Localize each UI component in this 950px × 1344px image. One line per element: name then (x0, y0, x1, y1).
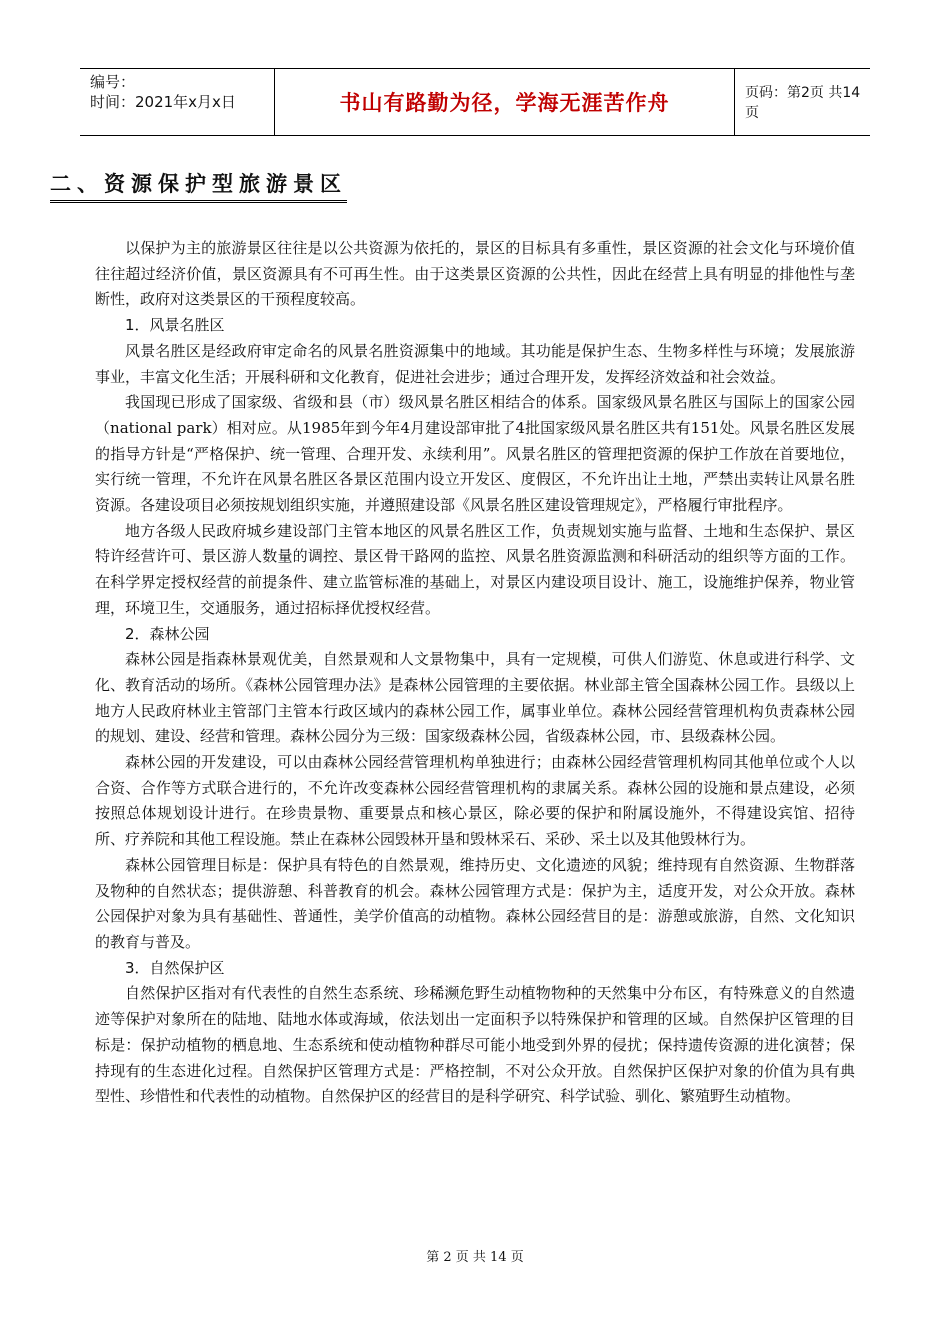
page-header (80, 68, 870, 136)
header-meta (80, 69, 275, 135)
section-title: 二、资源保护型旅游景区 (50, 168, 347, 203)
header-number: 编号： (90, 73, 136, 91)
paragraph: 森林公园是指森林景观优美，自然景观和人文景物集中，具有一定规模，可供人们游览、休息或进行科学、文化、教育活动的场所。《森林公园管理办法》是森林公园管理的主要依据。林业部主管全国森林公园工作。县级以上地方人民政府林业主管部门主管本行政区域内的森林公园工作，属事业单位。森林公园经营管理机构负责森林公园的规划、建设、经营和管理。森林公园分为三级：国家级森林公园，省级森林公园，市、县级森林公园。 (95, 650, 855, 746)
paragraph: 地方各级人民政府城乡建设部门主管本地区的风景名胜区工作，负责规划实施与监督、土地和生态保护、景区特许经营许可、景区游人数量的调控、景区骨干路网的监控、风景名胜资源监测和科研活动的组织等方面的工作。在科学界定授权经营的前提条件、建立监管标准的基础上，对景区内建设项目设计、施工，设施维护保养，物业管理，环境卫生，交通服务，通过招标择优授权经营。 (95, 521, 855, 617)
header-motto: 书山有路勤为径，学海无涯苦作舟 (339, 91, 670, 115)
subheading: 3．自然保护区 (125, 958, 225, 977)
subheading: 1．风景名胜区 (125, 316, 225, 335)
header-motto-cell (275, 69, 735, 135)
subheading: 2．森林公园 (125, 624, 210, 643)
paragraph: 风景名胜区是经政府审定命名的风景名胜资源集中的地域。其功能是保护生态、生物多样性与环境；发展旅游事业，丰富文化生活；开展科研和文化教育，促进社会进步；通过合理开发，发挥经济效益和社会效益。 (95, 341, 855, 386)
header-page-info: 页码：第2页 共14页 (745, 85, 861, 121)
paragraph: 自然保护区指对有代表性的自然生态系统、珍稀濒危野生动植物物种的天然集中分布区，有特殊意义的自然遗迹等保护对象所在的陆地、陆地水体或海域，依法划出一定面积予以特殊保护和管理的区域。自然保护区管理的目标是：保护动植物的栖息地、生态系统和使动植物种群尽可能小地受到外界的侵扰；保持遗传资源的进化演替；保持现有的生态进化过程。自然保护区管理方式是：严格控制，不对公众开放。自然保护区保护对象的价值为具有典型性、珍惜性和代表性的动植物。自然保护区的经营目的是科学研究、科学试验、驯化、繁殖野生动植物。 (95, 984, 855, 1106)
document-body (95, 236, 855, 1110)
paragraph: 以保护为主的旅游景区往往是以公共资源为依托的，景区的目标具有多重性，景区资源的社会文化与环境价值往往超过经济价值，景区资源具有不可再生性。由于这类景区资源的公共性，因此在经营上具有明显的排他性与垄断性，政府对这类景区的干预程度较高。 (95, 239, 855, 309)
header-time: 时间：2021年x月x日 (90, 93, 236, 111)
paragraph: 森林公园的开发建设，可以由森林公园经营管理机构单独进行；由森林公园经营管理机构同其他单位或个人以合资、合作等方式联合进行的，不允许改变森林公园经营管理机构的隶属关系。森林公园的设施和景点建设，必须按照总体规划设计进行。在珍贵景物、重要景点和核心景区，除必要的保护和附属设施外，不得建设宾馆、招待所、疗养院和其他工程设施。禁止在森林公园毁林开垦和毁林采石、采砂、采土以及其他毁林行为。 (95, 753, 855, 849)
paragraph: 森林公园管理目标是：保护具有特色的自然景观，维持历史、文化遗迹的风貌；维持现有自然资源、生物群落及物种的自然状态；提供游憩、科普教育的机会。森林公园管理方式是：保护为主，适度开发，对公众开放。森林公园保护对象为具有基础性、普通性，美学价值高的动植物。森林公园经营目的是：游憩或旅游，自然、文化知识的教育与普及。 (95, 855, 855, 951)
page-footer: 第 2 页 共 14 页 (426, 1250, 524, 1265)
paragraph: 我国现已形成了国家级、省级和县（市）级风景名胜区相结合的体系。国家级风景名胜区与国际上的国家公园（national park）相对应。从1985年到今年4月建设部审批了4批国家级风景名胜区共有151处。风景名胜区发展的指导方针是“严格保护、统一管理、合理开发、永续利用”。风景名胜区的管理把资源的保护工作放在首要地位，实行统一管理，不允许在风景名胜区各景区范围内设立开发区、度假区，不允许出让土地，严禁出卖转让风景名胜资源。各建设项目必须按规划组织实施，并遵照建设部《风景名胜区建设管理规定》，严格履行审批程序。 (95, 393, 855, 515)
